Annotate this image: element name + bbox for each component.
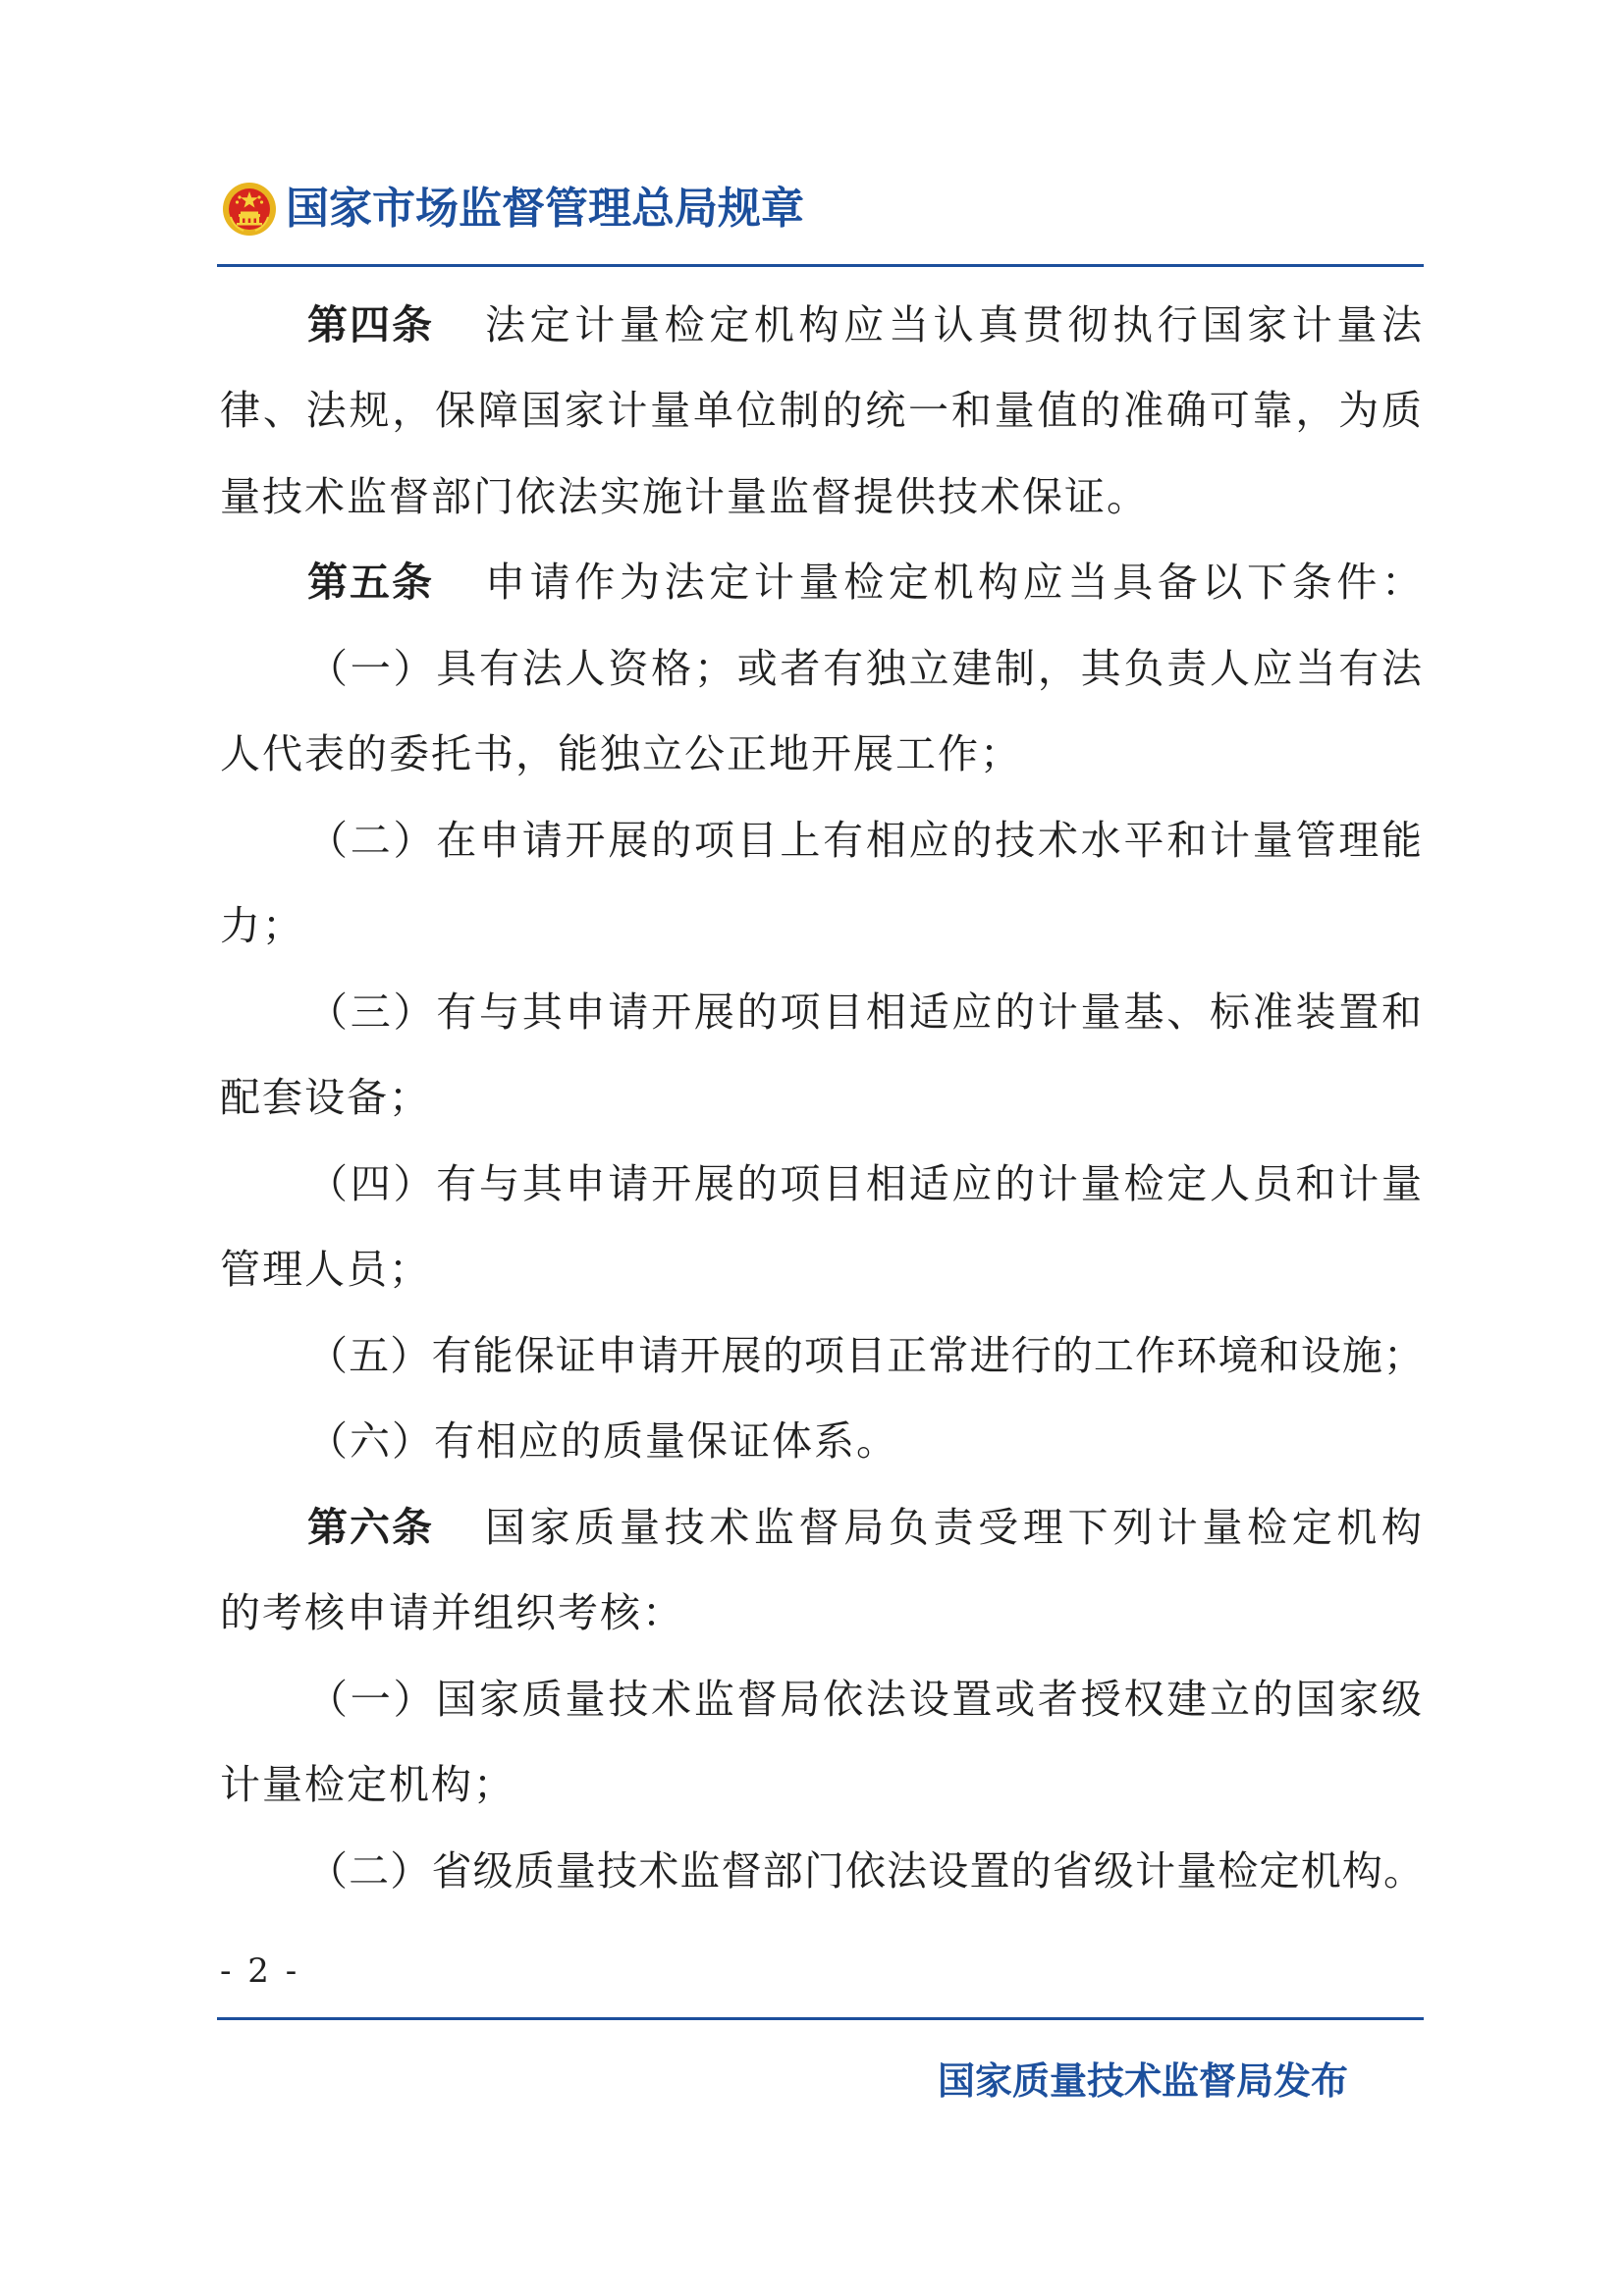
emblem-gate-doors	[243, 219, 256, 224]
emblem-small-star	[236, 200, 239, 203]
article-text: 申请作为法定计量检定机构应当具备以下条件：	[485, 559, 1424, 606]
emblem-small-star	[257, 195, 260, 198]
paragraph-line: 量技术监督部门依法实施计量监督提供技术保证。	[220, 473, 1149, 520]
paragraph-line: 的考核申请并组织考核：	[220, 1589, 684, 1636]
list-item-line: （二）在申请开展的项目上有相应的技术水平和计量管理能	[307, 817, 1424, 864]
article-label: 第六条	[307, 1504, 434, 1551]
list-item-line: （六）有相应的质量保证体系。	[307, 1417, 898, 1465]
list-item-line: （一）国家质量技术监督局依法设置或者授权建立的国家级	[307, 1676, 1424, 1723]
paragraph-line: 力；	[220, 902, 304, 949]
list-item-line: （五）有能保证申请开展的项目正常进行的工作环境和设施；	[307, 1332, 1424, 1379]
article-text: 国家质量技术监督局负责受理下列计量检定机构	[485, 1504, 1424, 1551]
paragraph-line: 配套设备；	[220, 1074, 431, 1121]
header-divider	[217, 264, 1424, 267]
list-item-line: （一）具有法人资格；或者有独立建制，其负责人应当有法	[307, 645, 1424, 692]
paragraph-line: 人代表的委托书，能独立公正地开展工作；	[220, 730, 1022, 777]
footer-divider	[217, 2017, 1424, 2020]
emblem-small-star	[238, 195, 241, 198]
paragraph-line: 计量检定机构；	[220, 1761, 515, 1808]
paragraph-line: 管理人员；	[220, 1246, 431, 1293]
article-text: 法定计量检定机构应当认真贯彻执行国家计量法	[485, 301, 1424, 348]
emblem-small-star	[260, 200, 263, 203]
article-label: 第五条	[307, 559, 434, 606]
list-item-line: （二）省级质量技术监督部门依法设置的省级计量检定机构。	[307, 1847, 1424, 1895]
article-6-line	[307, 1498, 1424, 1557]
national-emblem-icon	[222, 182, 277, 237]
article-label: 第四条	[307, 301, 434, 348]
article-4-line	[307, 295, 1424, 354]
paragraph-line: 律、法规，保障国家计量单位制的统一和量值的准确可靠，为质	[220, 387, 1424, 434]
list-item-line: （三）有与其申请开展的项目相适应的计量基、标准装置和	[307, 988, 1424, 1036]
list-item-line: （四）有与其申请开展的项目相适应的计量检定人员和计量	[307, 1160, 1424, 1207]
page-number: - 2 -	[220, 1951, 300, 1991]
header-title: 国家市场监督管理总局规章	[286, 184, 804, 234]
article-5-line	[307, 553, 1424, 612]
footer-publisher: 国家质量技术监督局发布	[938, 2059, 1349, 2103]
